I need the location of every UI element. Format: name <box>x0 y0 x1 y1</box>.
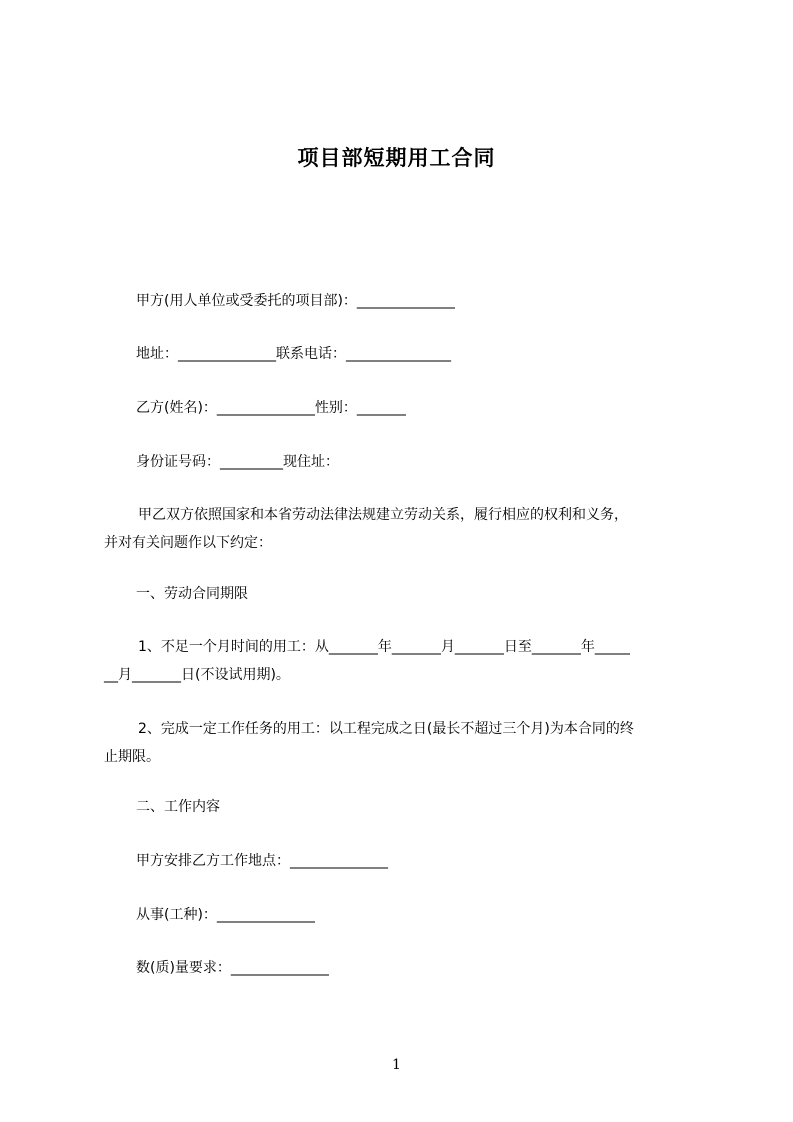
clause-2-line-1: 2、完成一定工作任务的用工：以工程完成之日(最长不超过三个月)为本合同的终 <box>138 721 634 737</box>
work-location-line: 甲方安排乙方工作地点：______________ <box>136 853 388 869</box>
clause-2-line-2: 止期限。 <box>104 749 160 765</box>
job-type-line: 从事(工种)：______________ <box>136 907 315 923</box>
clause-2-paragraph <box>104 715 694 771</box>
id-address-line: 身份证号码：_________现住址： <box>136 454 339 470</box>
intro-line-2: 并对有关问题作以下约定： <box>104 535 272 551</box>
clause-1-line-2: __月_______日(不设试用期)。 <box>104 667 290 683</box>
address-phone-line: 地址：______________联系电话：_______________ <box>136 346 451 362</box>
document-title: 项目部短期用工合同 <box>297 146 496 170</box>
intro-paragraph <box>104 501 694 557</box>
intro-line-1: 甲乙双方依照国家和本省劳动法律法规建立劳动关系，履行相应的权利和义务， <box>138 507 628 523</box>
quantity-quality-line: 数(质)量要求：______________ <box>136 960 329 976</box>
clause-1-paragraph <box>104 633 694 689</box>
clause-1-line-1: 1、不足一个月时间的用工：从_______年_______月_______日至_______年_____ <box>138 639 630 655</box>
page-number: 1 <box>392 1057 401 1073</box>
party-b-line: 乙方(姓名)：______________性别：_______ <box>136 400 406 416</box>
section-1-heading: 一、劳动合同期限 <box>136 586 248 602</box>
party-a-line: 甲方(用人单位或受委托的项目部)：______________ <box>136 293 455 309</box>
section-2-heading: 二、工作内容 <box>136 799 220 815</box>
